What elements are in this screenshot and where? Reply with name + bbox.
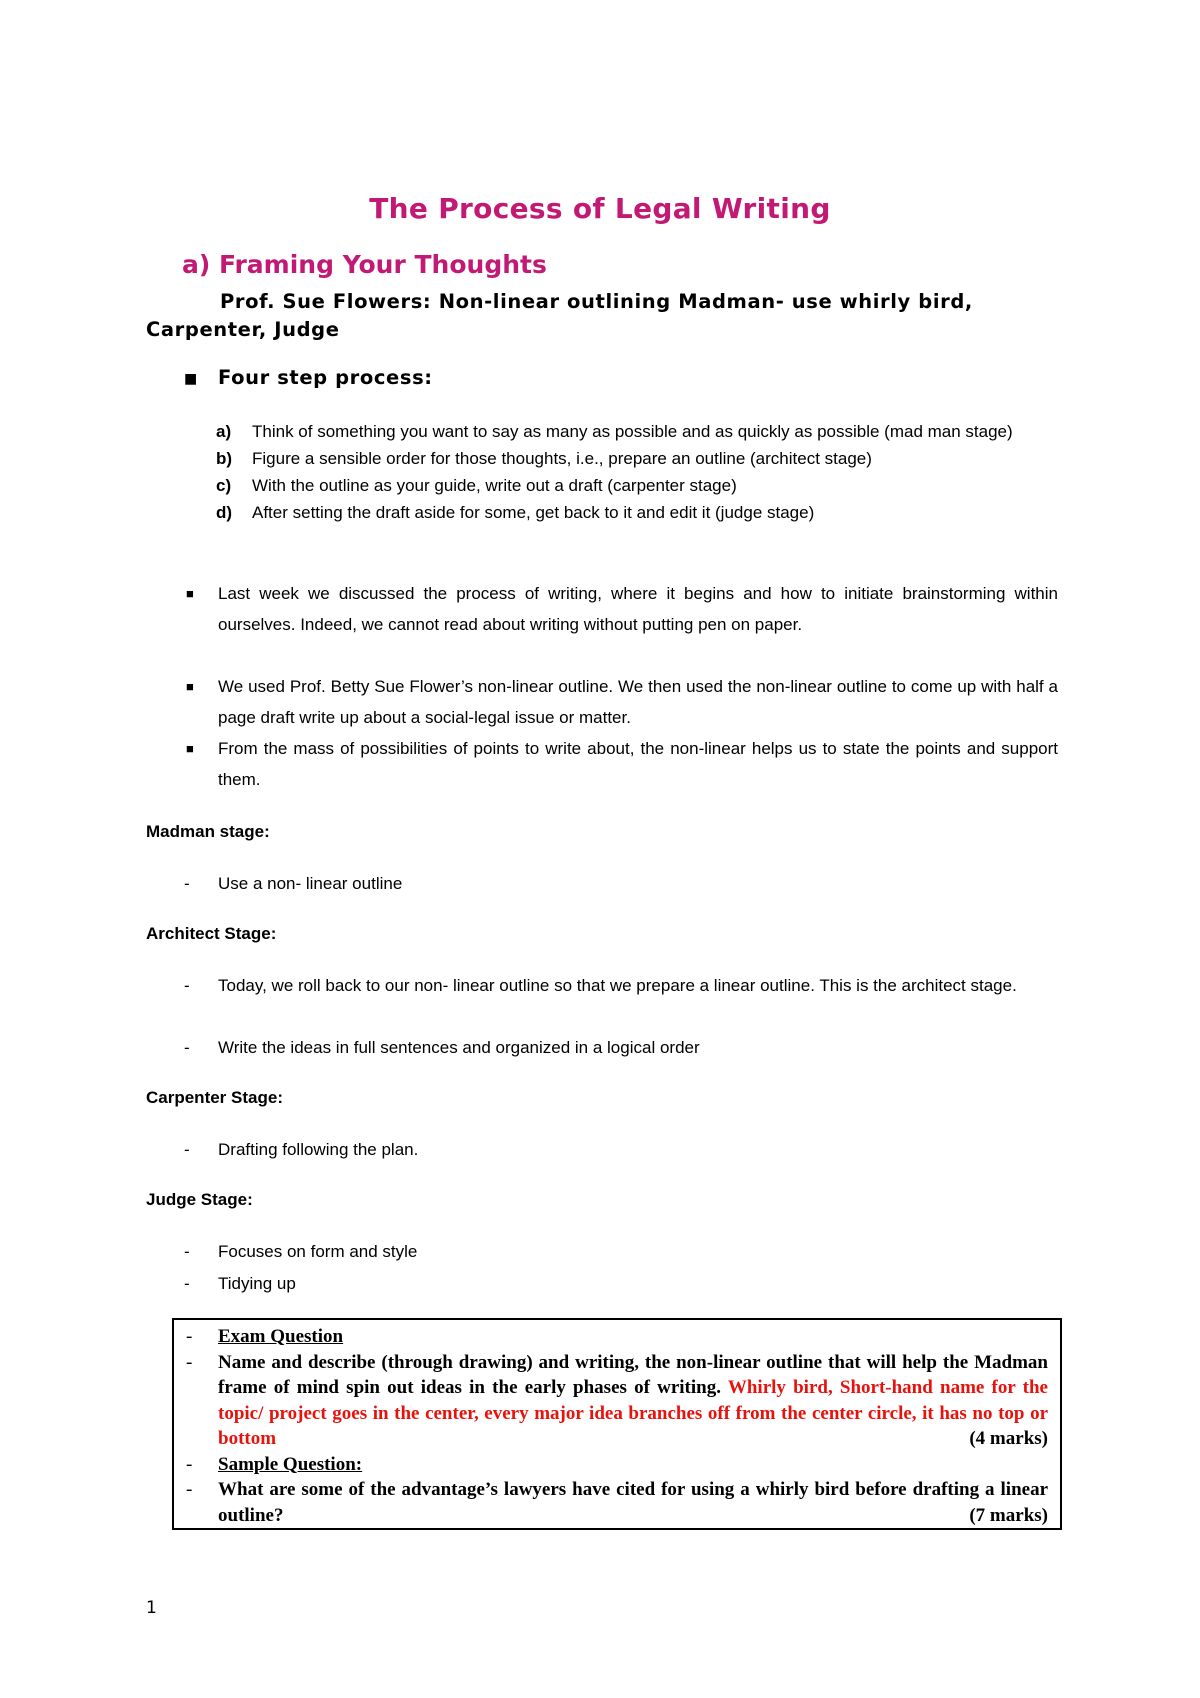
sample-marks: (7 marks): [969, 1504, 1048, 1526]
dash-bullet-icon: -: [186, 1453, 193, 1475]
page-number: 1: [146, 1598, 157, 1618]
list-item: d) After setting the draft aside for some, get back to it and edit it (judge stage): [216, 503, 815, 522]
dash-bullet-icon: -: [184, 976, 190, 995]
list-item: [186, 1452, 1048, 1478]
list-item: - Drafting following the plan.: [146, 1134, 1058, 1165]
list-item: a) Think of something you want to say as many as possible and as quickly as possible (mad man stage): [216, 422, 1013, 441]
exam-heading: Exam Question: [218, 1326, 344, 1347]
list-item: [186, 1350, 1048, 1452]
square-bullet-icon: ■: [184, 371, 198, 387]
exam-answer: Whirly bird, Short-hand name for the topic/ project goes in the center, every major idea branches off from the center circle, it has no top or bottom: [218, 1377, 1048, 1449]
list-item: ■ From the mass of possibilities of points to write about, the non-linear helps us to state the points and support them.: [146, 733, 1058, 795]
architect-heading: Architect Stage:: [146, 924, 277, 943]
square-bullet-icon: ■: [186, 741, 194, 756]
madman-heading: Madman stage:: [146, 822, 270, 841]
square-bullet-icon: ■: [186, 586, 194, 601]
exam-marks: (4 marks): [969, 1428, 1048, 1449]
list-item: b) Figure a sensible order for those thoughts, i.e., prepare an outline (architect stage): [216, 449, 872, 468]
list-item: - Write the ideas in full sentences and organized in a logical order: [146, 1032, 1058, 1063]
dash-bullet-icon: -: [184, 1038, 190, 1057]
list-item: - Use a non- linear outline: [146, 868, 1058, 899]
dash-bullet-icon: -: [186, 1326, 193, 1347]
exam-question: Name and describe (through drawing) and writing, the non-linear outline that will help the Madman frame of mind spin out ideas in the early phases of writing.: [218, 1351, 1048, 1398]
dash-bullet-icon: -: [186, 1351, 193, 1373]
intro-line: Prof. Sue Flowers: Non-linear outlining Madman- use whirly bird, Carpenter, Judge: [146, 290, 973, 341]
list-item: [186, 1477, 1048, 1528]
list-item: ■ We used Prof. Betty Sue Flower’s non-linear outline. We then used the non-linear outline to come up with half a page draft write up about a social-legal issue or matter.: [146, 671, 1058, 733]
dash-bullet-icon: -: [184, 874, 190, 893]
list-item: - Tidying up: [146, 1268, 1058, 1299]
sample-heading: Sample Question:: [218, 1453, 363, 1475]
list-item: - Today, we roll back to our non- linear outline so that we prepare a linear outline. This is the architect stage.: [146, 970, 1058, 1001]
square-bullet-icon: ■: [186, 679, 194, 694]
dash-bullet-icon: -: [184, 1242, 190, 1261]
list-item: ■ Last week we discussed the process of writing, where it begins and how to initiate brainstorming within ourselves. Indeed, we cannot read about writing without putting pen on paper.: [146, 578, 1058, 640]
exam-question-box: [172, 1318, 1062, 1530]
four-step-label: Four step process:: [218, 366, 433, 389]
dash-bullet-icon: -: [184, 1140, 190, 1159]
section-heading: a) Framing Your Thoughts: [182, 250, 547, 279]
sample-question: What are some of the advantage’s lawyers have cited for using a whirly bird before drafting a linear outline?: [218, 1479, 1048, 1526]
judge-heading: Judge Stage:: [146, 1190, 253, 1209]
step-list: [216, 418, 1056, 526]
list-item: - Focuses on form and style: [146, 1236, 1058, 1267]
list-item: c) With the outline as your guide, write out a draft (carpenter stage): [216, 476, 737, 495]
page-title: The Process of Legal Writing: [369, 192, 831, 225]
dash-bullet-icon: -: [184, 1274, 190, 1293]
carpenter-heading: Carpenter Stage:: [146, 1088, 283, 1107]
list-item: [186, 1324, 1048, 1350]
dash-bullet-icon: -: [186, 1479, 193, 1500]
